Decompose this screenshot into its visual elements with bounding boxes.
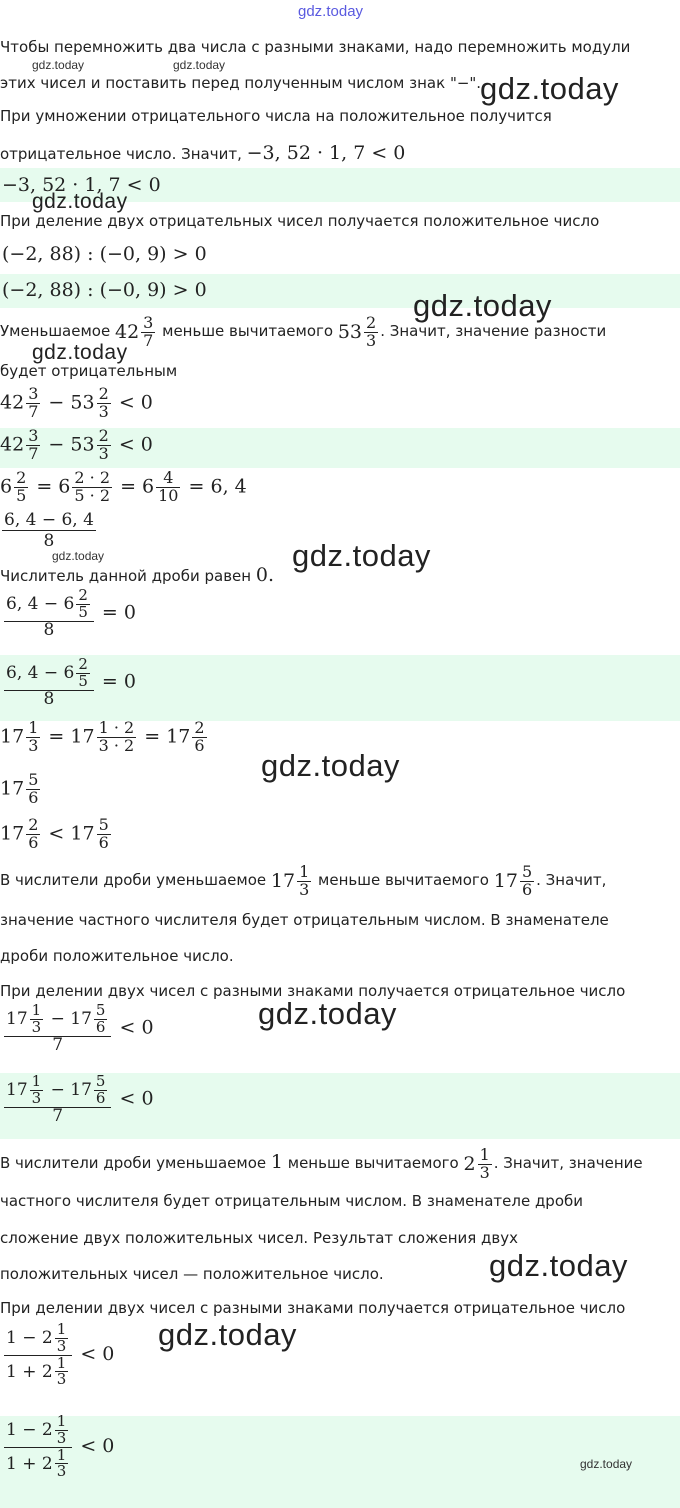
- text-line: При умножении отрицательного числа на положительное получится: [0, 107, 552, 125]
- mixed-number: 2 $\frac{1}{3}$: [463, 1145, 490, 1182]
- mixed-number: 17 $\frac{5}{6}$: [493, 862, 533, 899]
- math-expression: −3, 52 · 1, 7 < 0: [2, 174, 161, 196]
- text-line: частного числителя будет отрицательным числом. В знаменателе дроби: [0, 1192, 584, 1210]
- math-expression: 42 $\frac{3}{7}$ − 53 $\frac{2}{3}$ < 0: [0, 384, 153, 421]
- text-span: меньше вычитаемого: [162, 322, 334, 340]
- math-expression: 1 − 2 $\frac{1}{3}$ 1 + 2 $\frac{1}{3}$ < 0: [6, 1412, 115, 1481]
- text-line: положительных чисел — положительное число.: [0, 1265, 384, 1283]
- mixed-number: 42 $\frac{3}{7}$: [114, 313, 154, 350]
- watermark: gdz.today: [480, 71, 619, 106]
- watermark: gdz.today: [173, 58, 226, 72]
- math-expression: 6, 4 − 6 $\frac{2}{5}$ 8 = 0: [6, 586, 136, 640]
- text-line: [0, 74, 481, 92]
- text-line: [0, 142, 405, 164]
- watermark: gdz.today: [32, 58, 85, 72]
- watermark: gdz.today: [158, 1317, 297, 1352]
- watermark: gdz.today: [292, 538, 431, 573]
- text-span: меньше вычитаемого: [287, 1154, 459, 1172]
- math-value: 0.: [255, 564, 274, 586]
- watermark: gdz.today: [258, 996, 397, 1031]
- math-expression: 17 $\frac{1}{3}$ − 17 $\frac{5}{6}$ 7 < 0: [6, 1072, 154, 1126]
- watermark: gdz.today: [52, 549, 105, 563]
- text-line: Чтобы перемножить два числа с разными знаками, надо перемножить модули: [0, 38, 631, 56]
- math-expression: 17 $\frac{1}{3}$ = 17 $\frac{1 \cdot 2}{3 \cdot 2}$ = 17 $\frac{2}{6}$: [0, 718, 205, 755]
- text-span: . Значит, значение: [493, 1154, 643, 1172]
- math-expression: 1 − 2 $\frac{1}{3}$ 1 + 2 $\frac{1}{3}$ < 0: [6, 1320, 115, 1389]
- text-line: При делении двух чисел с разными знаками получается отрицательное число: [0, 982, 626, 1000]
- text-span: Числитель данной дроби равен: [0, 567, 252, 585]
- math-expression: 17 $\frac{5}{6}$: [0, 770, 39, 807]
- watermark: gdz.today: [580, 1457, 633, 1471]
- text-line: значение частного числителя будет отрицательным числом. В знаменателе: [0, 911, 609, 929]
- watermark: gdz.today: [261, 748, 400, 783]
- text-span: отрицательное число. Значит,: [0, 145, 242, 163]
- math-expression: 6 $\frac{2}{5}$ = 6 $\frac{2 \cdot 2}{5 \cdot 2}$ = 6 $\frac{4}{10}$ = 6, 4: [0, 468, 247, 505]
- text-span: Уменьшаемое: [0, 322, 111, 340]
- fraction: 6, 4 − 6, 4 8: [4, 510, 94, 551]
- math-expression: 17 $\frac{1}{3}$ − 17 $\frac{5}{6}$ 7 < 0: [6, 1001, 154, 1055]
- watermark: gdz.today: [413, 288, 552, 323]
- text-line: При деление двух отрицательных чисел получается положительное число: [0, 212, 600, 230]
- math-expression: (−2, 88) : (−0, 9) > 0: [2, 243, 207, 265]
- text-line: дроби положительное число.: [0, 947, 234, 965]
- text-span: . Значит,: [536, 871, 607, 889]
- text-line: [0, 564, 274, 586]
- math-expression: −3, 52 · 1, 7 < 0: [246, 142, 406, 164]
- text-span: меньше вычитаемого: [318, 871, 489, 889]
- text-span: В числители дроби уменьшаемое: [0, 1154, 267, 1172]
- text-line: При делении двух чисел с разными знаками получается отрицательное число: [0, 1299, 626, 1317]
- math-expression: 42 $\frac{3}{7}$ − 53 $\frac{2}{3}$ < 0: [0, 426, 153, 463]
- text-line: будет отрицательным: [0, 362, 178, 380]
- watermark: gdz.today: [489, 1248, 628, 1283]
- text-span: . Значит, значение разности: [380, 322, 607, 340]
- watermark: gdz.today: [32, 341, 128, 364]
- text-line: [0, 1138, 643, 1188]
- text-line: сложение двух положительных чисел. Результат сложения двух: [0, 1229, 519, 1247]
- math-expression: 17 $\frac{2}{6}$ < 17 $\frac{5}{6}$: [0, 815, 109, 852]
- mixed-number: 17 $\frac{1}{3}$: [270, 862, 310, 899]
- quote-sign: "−".: [449, 74, 482, 92]
- text-line: [0, 856, 606, 905]
- math-expression: 6, 4 − 6 $\frac{2}{5}$ 8 = 0: [6, 655, 136, 709]
- mixed-number: 53 $\frac{2}{3}$: [337, 313, 377, 350]
- math-value: 1: [270, 1151, 283, 1173]
- text-span: этих чисел и поставить перед полученным числом знак: [0, 74, 450, 92]
- text-span: В числители дроби уменьшаемое: [0, 871, 267, 889]
- math-expression: (−2, 88) : (−0, 9) > 0: [2, 279, 207, 301]
- watermark: gdz.today: [32, 190, 128, 213]
- top-watermark: gdz.today: [298, 3, 364, 20]
